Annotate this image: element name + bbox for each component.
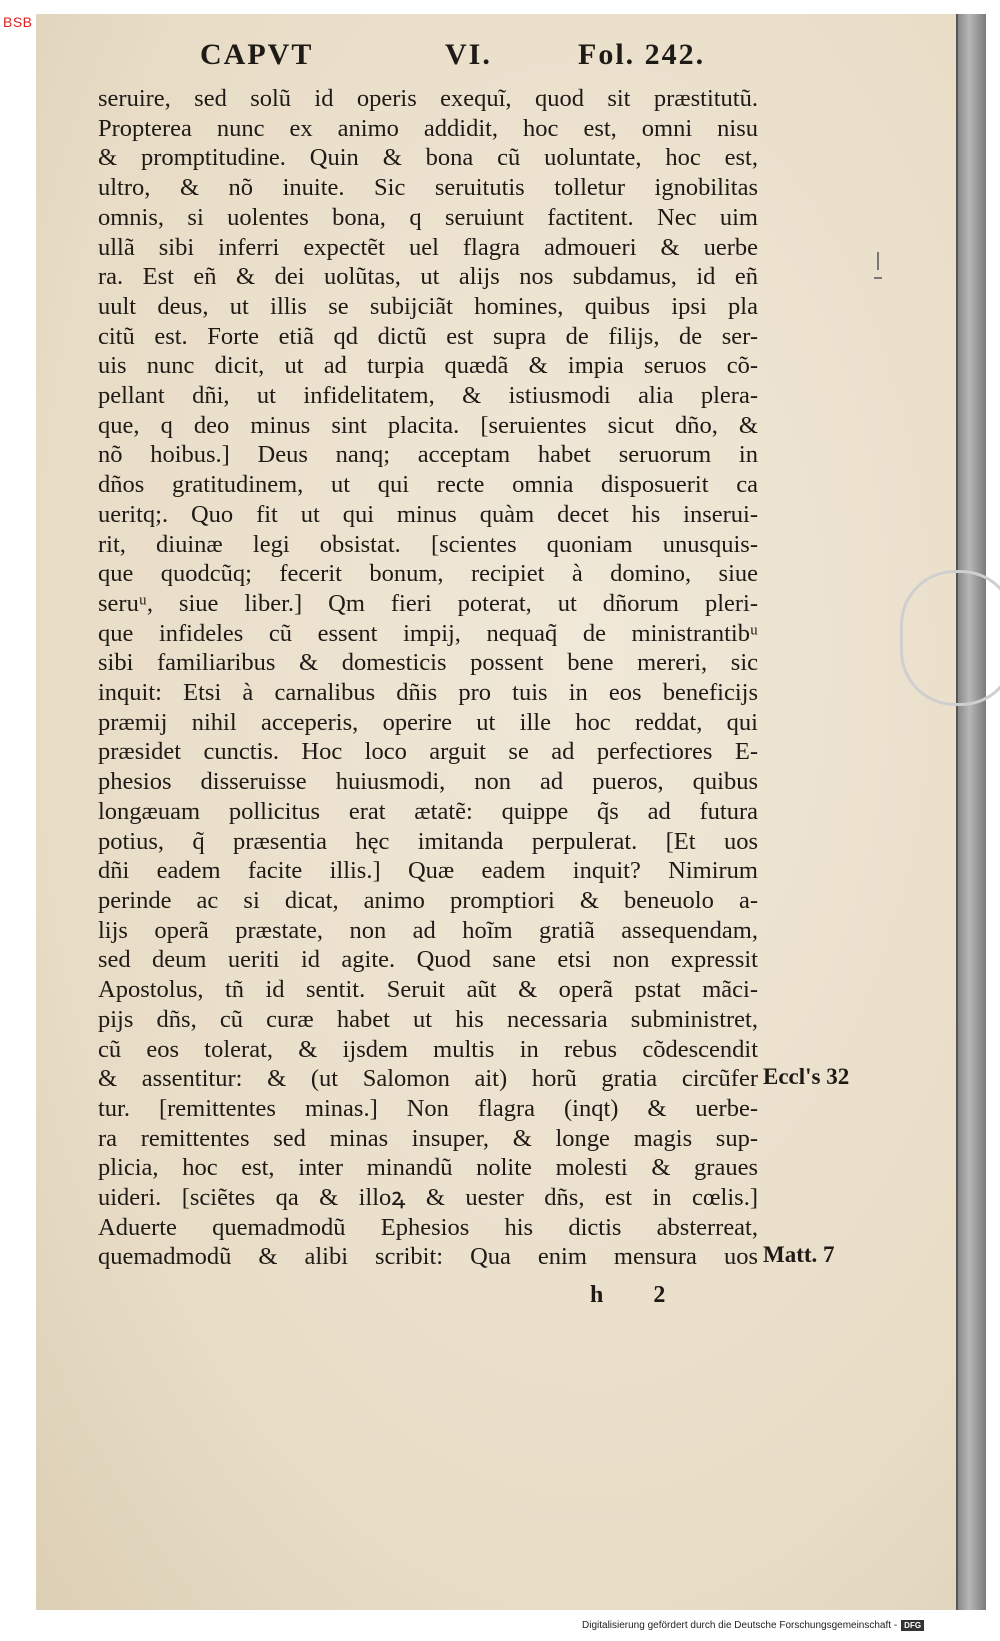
text-line: seruire, sed solũ id operis exequĩ, quod sit præstitutũ. <box>98 85 758 112</box>
footer-text: Digitalisierung gefördert durch die Deutsche Forschungsgemeinschaft - <box>582 1620 898 1631</box>
text-line: uis nunc dicit, ut ad turpia quædã & impia seruos cõ- <box>98 352 758 380</box>
text-line: potius, q̃ præsentia hęc imitanda perpulerat. [Et uos <box>98 827 758 855</box>
margin-tick-mark <box>870 248 886 288</box>
text-line: que quodcũq; fecerit bonum, recipiet à domino, siue <box>98 560 758 588</box>
text-line: ullã sibi inferri expectẽt uel flagra admoueri & uerbe <box>98 233 758 261</box>
text-line: citũ est. Forte etiã qd dictũ est supra de filijs, de ser- <box>98 322 758 350</box>
text-line: præmij nihil acceperis, operire ut ille hoc reddat, qui <box>98 708 758 736</box>
text-line: & assentitur: & (ut Salomon ait) horũ gratia circũfer <box>98 1065 758 1093</box>
text-line: pellant dñi, ut infidelitatem, & istiusmodi alia plera- <box>98 382 758 410</box>
marginal-note: Eccl's 32 <box>763 1064 850 1090</box>
text-line: quemadmodũ & alibi scribit: Qua enim mensura uos <box>98 1243 758 1271</box>
text-line: longæuam pollicitus erat ætatẽ: quippe q̃s ad futura <box>98 797 758 825</box>
dfg-logo-icon: DFG <box>901 1620 924 1631</box>
text-line: rit, diuinæ legi obsistat. [scientes quoniam unusquis- <box>98 530 758 558</box>
text-line: dños gratitudinem, ut qui recte omnia disposuerit ca <box>98 471 758 499</box>
text-line: seruᵘ, siue liber.] Qm fieri poterat, ut dñorum pleri- <box>98 589 758 617</box>
text-line: præsidet cunctis. Hoc loco arguit se ad perfectiores E- <box>98 738 758 766</box>
text-line: pijs dñs, cũ curæ habet ut his necessaria subministret, <box>98 1005 758 1033</box>
text-line: ra. Est eñ & dei uolũtas, ut alijs nos subdamus, id eñ <box>98 263 758 291</box>
text-line: dñi eadem facite illis.] Quæ eadem inquit? Nimirum <box>98 857 758 885</box>
running-head-number: VI. <box>445 38 492 71</box>
text-line: perinde ac si dicat, animo promptiori & beneuolo a- <box>98 886 758 914</box>
text-line: Aduerte quemadmodũ Ephesios his dictis absterreat, <box>98 1213 758 1241</box>
main-text-block <box>98 84 758 1272</box>
text-line: uult deus, ut illis se subijciãt homines, quibus ipsi pla <box>98 292 758 320</box>
text-line: sed deum ueriti id agite. Quod sane etsi non expressit <box>98 946 758 974</box>
text-line: Apostolus, tñ id sentit. Seruit aũt & operã pstat mãci- <box>98 976 758 1004</box>
text-line: uideri. [sciẽtes qa & illoꝝ & uester dñs, est in cœlis.] <box>98 1184 758 1212</box>
running-head-chapter: CAPVT <box>200 38 314 71</box>
text-line: plicia, hoc est, inter minandũ nolite molesti & graues <box>98 1154 758 1182</box>
book-fore-edge <box>956 14 986 1610</box>
text-line: ultro, & nõ inuite. Sic seruitutis tolletur ignobilitas <box>98 174 758 202</box>
text-line: omnis, si uolentes bona, q seruiunt factitent. Nec uim <box>98 203 758 231</box>
text-line: Propterea nunc ex animo addidit, hoc est, omni nisu <box>98 114 758 142</box>
text-line: lijs operã præstate, non ad hoĩm gratiã assequendam, <box>98 916 758 944</box>
text-line: nõ hoibus.] Deus nanq; acceptam habet seruorum in <box>98 441 758 469</box>
text-line: phesios disseruisse huiusmodi, non ad pueros, quibus <box>98 768 758 796</box>
text-line: ueritq;. Quo fit ut qui minus quàm decet his inserui- <box>98 500 758 528</box>
text-line: & promptitudine. Quin & bona cũ uoluntate, hoc est, <box>98 144 758 172</box>
text-line: sibi familiaribus & domesticis possent bene mereri, sic <box>98 649 758 677</box>
signature-mark: h 2 <box>590 1282 688 1308</box>
text-line: que infideles cũ essent impij, nequaq̃ de ministrantibᵘ <box>98 619 758 647</box>
library-watermark: BSB <box>3 14 33 30</box>
marginal-note: Matt. 7 <box>763 1242 835 1268</box>
book-clasp <box>900 570 1000 706</box>
text-line: cũ eos tolerat, & ijsdem multis in rebus cõdescendit <box>98 1035 758 1063</box>
text-line: inquit: Etsi à carnalibus dñis pro tuis in eos beneficijs <box>98 679 758 707</box>
funding-footer <box>582 1620 924 1631</box>
text-line: ra remittentes sed minas insuper, & longe magis sup- <box>98 1124 758 1152</box>
text-line: tur. [remittentes minas.] Non flagra (inqt) & uerbe- <box>98 1094 758 1122</box>
text-line: que, q deo minus sint placita. [seruientes sicut dño, & <box>98 411 758 439</box>
running-head-folio: Fol. 242. <box>578 38 706 71</box>
